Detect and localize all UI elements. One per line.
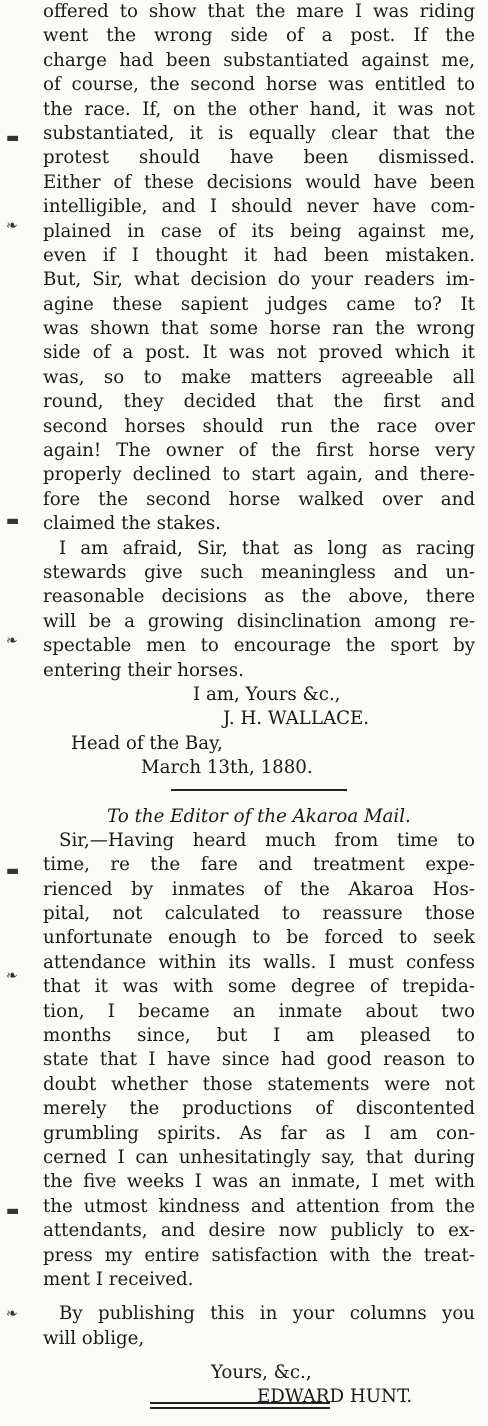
letter-wallace xyxy=(43,0,475,781)
text-line: cerned I can unhesitatingly say, that during xyxy=(43,1146,475,1168)
text-line: grumbling spirits. As far as I am con- xyxy=(43,1122,475,1144)
newspaper-column xyxy=(43,0,475,1410)
text-line: protest should have been dismissed. xyxy=(43,147,475,169)
text-line: side of a post. It was not proved which it xyxy=(43,342,475,364)
text-line: reasonable decisions as the above, there xyxy=(43,586,475,608)
text-line: the race. If, on the other hand, it was not xyxy=(43,98,475,120)
letter-date: March 13th, 1880. xyxy=(141,757,313,779)
text-line: press my entire satisfaction with the treat- xyxy=(43,1244,475,1266)
section-divider xyxy=(171,789,347,791)
text-line: agine these sapient judges came to? It xyxy=(43,293,475,315)
letter-signature: EDWARD HUNT. xyxy=(257,1386,413,1408)
text-line: substantiated, it is equally clear that the xyxy=(43,122,475,144)
text-line: attendants, and desire now publicly to ex- xyxy=(43,1220,475,1242)
letter-signature: J. H. WALLACE. xyxy=(223,708,370,730)
rule-line xyxy=(150,1407,330,1409)
text-line: doubt whether those statements were not xyxy=(43,1073,475,1095)
text-line: time, re the fare and treatment expe- xyxy=(43,854,475,876)
letter-closing: I am, Yours &c., xyxy=(193,683,341,705)
rule-line xyxy=(150,1402,330,1404)
text-line: merely the productions of discontented xyxy=(43,1098,475,1120)
paragraph-gap xyxy=(43,1351,475,1361)
paragraph-gap xyxy=(43,1292,475,1302)
text-line: was shown that some horse ran the wrong xyxy=(43,318,475,340)
end-of-article-rule xyxy=(150,1402,330,1412)
margin-mark: ❧ xyxy=(6,218,18,234)
text-line: second horses should run the race over xyxy=(43,415,475,437)
text-line: By publishing this in your columns you xyxy=(59,1303,475,1325)
margin-mark: ▬ xyxy=(6,1203,20,1219)
text-line: again! The owner of the first horse very xyxy=(43,440,475,462)
text-line: tion, I became an inmate about two xyxy=(43,1000,475,1022)
text-line: properly declined to start again, and there- xyxy=(43,464,475,486)
margin-mark: ▬ xyxy=(6,130,20,146)
text-line: fore the second horse walked over and xyxy=(43,488,475,510)
margin-mark: ▬ xyxy=(6,513,20,529)
text-line: pital, not calculated to reassure those xyxy=(43,903,475,925)
text-line: But, Sir, what decision do your readers im- xyxy=(43,269,475,291)
letter-place: Head of the Bay, xyxy=(71,732,223,754)
text-line: will oblige, xyxy=(43,1327,145,1349)
text-line: charge had been substantiated against me, xyxy=(43,49,475,71)
text-line: ment I received. xyxy=(43,1268,194,1290)
text-line: state that I have since had good reason to xyxy=(43,1049,475,1071)
letter-hunt xyxy=(43,805,475,1410)
margin-mark: ❧ xyxy=(6,1306,18,1322)
text-line: entering their horses. xyxy=(43,659,244,681)
text-line: the five weeks I was an inmate, I met with xyxy=(43,1171,475,1193)
text-line: intelligible, and I should never have com- xyxy=(43,196,475,218)
text-line: Either of these decisions would have been xyxy=(43,171,475,193)
text-line: that it was with some degree of trepida- xyxy=(43,976,475,998)
text-line: attendance within its walls. I must confess xyxy=(43,951,475,973)
margin-mark: ▬ xyxy=(6,863,20,879)
margin-mark: ❧ xyxy=(6,633,18,649)
text-line: Sir,—Having heard much from time to xyxy=(59,829,475,851)
letter-heading: To the Editor of the Akaroa Mail. xyxy=(107,805,411,827)
text-line: will be a growing disinclination among re- xyxy=(43,610,475,632)
letter-closing: Yours, &c., xyxy=(211,1362,312,1384)
text-line: round, they decided that the first and xyxy=(43,391,475,413)
text-line: months since, but I am pleased to xyxy=(43,1025,475,1047)
text-line: was, so to make matters agreeable all xyxy=(43,366,475,388)
text-line: I am afraid, Sir, that as long as racing xyxy=(59,537,475,559)
text-line: plained in case of its being against me, xyxy=(43,220,475,242)
margin-mark: ❧ xyxy=(6,968,18,984)
text-line: stewards give such meaningless and un- xyxy=(43,561,475,583)
text-line: rienced by inmates of the Akaroa Hos- xyxy=(43,878,475,900)
text-line: the utmost kindness and attention from the xyxy=(43,1195,475,1217)
text-line: of course, the second horse was entitled to xyxy=(43,74,475,96)
text-line: even if I thought it had been mistaken. xyxy=(43,244,475,266)
text-line: unfortunate enough to be forced to seek xyxy=(43,927,475,949)
text-line: offered to show that the mare I was riding xyxy=(43,1,475,22)
text-line: went the wrong side of a post. If the xyxy=(43,25,475,47)
text-line: claimed the stakes. xyxy=(43,513,222,535)
text-line: spectable men to encourage the sport by xyxy=(43,635,475,657)
